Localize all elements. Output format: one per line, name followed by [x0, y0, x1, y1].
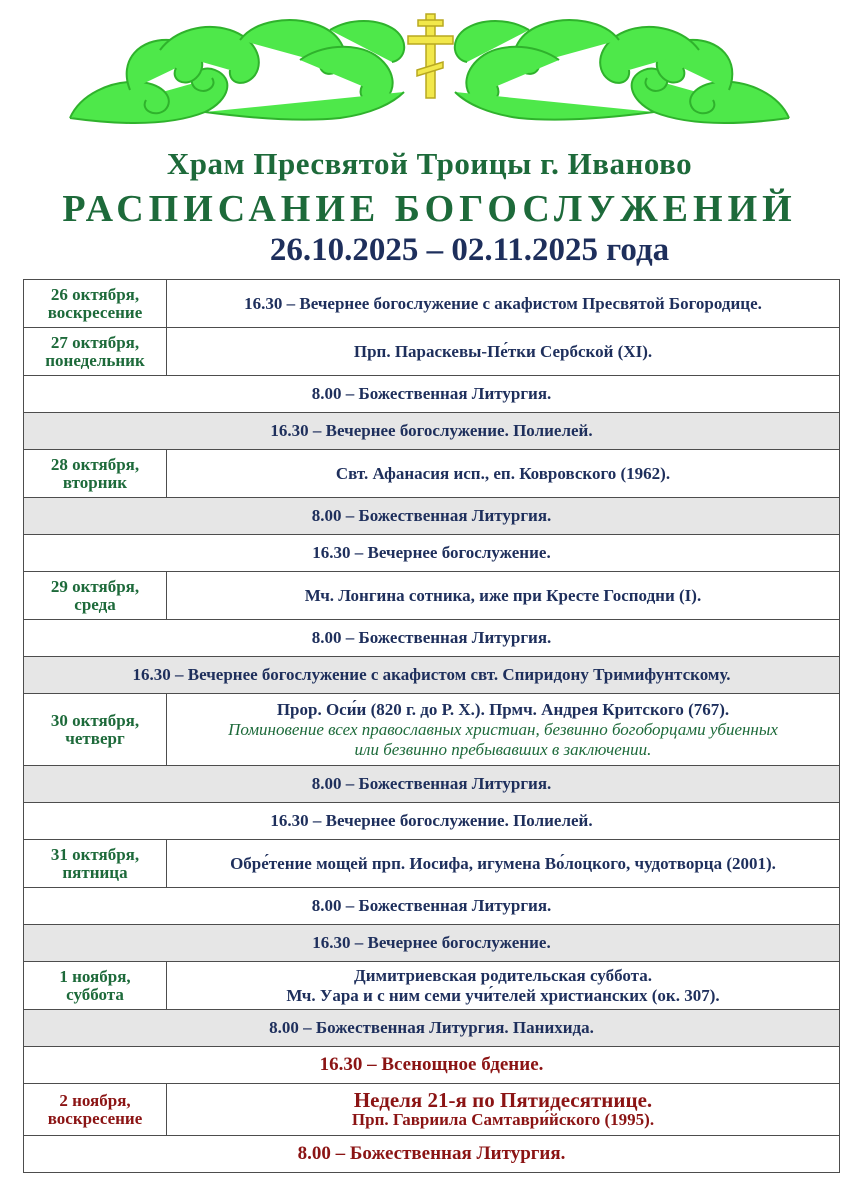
table-row: [24, 1010, 840, 1047]
table-row: [24, 1047, 840, 1084]
feast-text: Димитриевская родительская суббота.: [354, 965, 652, 985]
table-row: [24, 694, 840, 766]
feast-cell: Обре́тение мощей прп. Иосифа, игумена Во́лоцкого, чудотворца (2001).: [167, 840, 840, 888]
table-row: [24, 450, 840, 498]
feast-cell: [167, 1084, 840, 1136]
day-cell: 29 октября, среда: [24, 572, 167, 620]
floral-ornament-with-cross-icon: [0, 0, 859, 150]
service-cell: 8.00 – Божественная Литургия. Панихида.: [24, 1010, 840, 1047]
feast-text: Мч. Уара и с ним семи учи́телей христианских (ок. 307).: [286, 985, 720, 1005]
service-cell: 16.30 – Вечернее богослужение. Полиелей.: [24, 803, 840, 840]
day-cell: 28 октября, вторник: [24, 450, 167, 498]
service-cell: 16.30 – Вечернее богослужение с акафистом Пресвятой Богородице.: [167, 280, 840, 328]
feast-text: Прор. Оси́и (820 г. до Р. Х.). Прмч. Андрея Критского (767).: [276, 699, 730, 719]
table-row: [24, 962, 840, 1010]
table-row: [24, 280, 840, 328]
service-cell: 8.00 – Божественная Литургия.: [24, 498, 840, 535]
table-row: [24, 328, 840, 376]
table-row: [24, 657, 840, 694]
date-range: 26.10.2025 – 02.11.2025 года: [269, 232, 670, 268]
table-row: [24, 888, 840, 925]
service-cell: 8.00 – Божественная Литургия.: [24, 1136, 840, 1173]
day-cell: 27 октября, понедельник: [24, 328, 167, 376]
feast-text: Прп. Гавриила Самтаври́йского (1995).: [351, 1109, 655, 1129]
commemoration-note: или безвинно пребывавших в заключении.: [354, 739, 652, 759]
day-cell: 31 октября, пятница: [24, 840, 167, 888]
feast-text: Неделя 21-я по Пятидесятнице.: [353, 1087, 653, 1112]
page-title: РАСПИСАНИЕ БОГОСЛУЖЕНИЙ: [62, 188, 797, 230]
table-row: [24, 925, 840, 962]
day-cell: 30 октября, четверг: [24, 694, 167, 766]
service-cell: 8.00 – Божественная Литургия.: [24, 766, 840, 803]
service-cell: 16.30 – Вечернее богослужение.: [24, 535, 840, 572]
table-row: [24, 413, 840, 450]
service-cell: 16.30 – Вечернее богослужение с акафистом свт. Спиридону Тримифунтскому.: [24, 657, 840, 694]
schedule-table: [23, 279, 840, 1173]
table-row: [24, 840, 840, 888]
service-cell: 8.00 – Божественная Литургия.: [24, 620, 840, 657]
service-cell: 8.00 – Божественная Литургия.: [24, 376, 840, 413]
day-cell: 2 ноября, воскресение: [24, 1084, 167, 1136]
day-cell: 26 октября, воскресение: [24, 280, 167, 328]
service-cell: 16.30 – Вечернее богослужение. Полиелей.: [24, 413, 840, 450]
service-cell: 16.30 – Вечернее богослужение.: [24, 925, 840, 962]
table-row: [24, 376, 840, 413]
feast-cell: [167, 694, 840, 766]
table-row: [24, 498, 840, 535]
church-name: Храм Пресвятой Троицы г. Иваново: [166, 146, 693, 181]
day-cell: 1 ноября, суббота: [24, 962, 167, 1010]
table-row: [24, 766, 840, 803]
feast-cell: Мч. Лонгина сотника, иже при Кресте Господни (I).: [167, 572, 840, 620]
table-row: [24, 1136, 840, 1173]
service-cell: 8.00 – Божественная Литургия.: [24, 888, 840, 925]
table-row: [24, 803, 840, 840]
feast-cell: Свт. Афанасия исп., еп. Ковровского (1962).: [167, 450, 840, 498]
table-row: [24, 620, 840, 657]
table-row: [24, 572, 840, 620]
table-row: [24, 1084, 840, 1136]
service-cell: 16.30 – Всенощное бдение.: [24, 1047, 840, 1084]
table-row: [24, 535, 840, 572]
commemoration-note: Поминовение всех православных христиан, безвинно богоборцами убиенных: [228, 719, 778, 739]
feast-cell: Прп. Параскевы-Пе́тки Сербской (XI).: [167, 328, 840, 376]
feast-cell: [167, 962, 840, 1010]
